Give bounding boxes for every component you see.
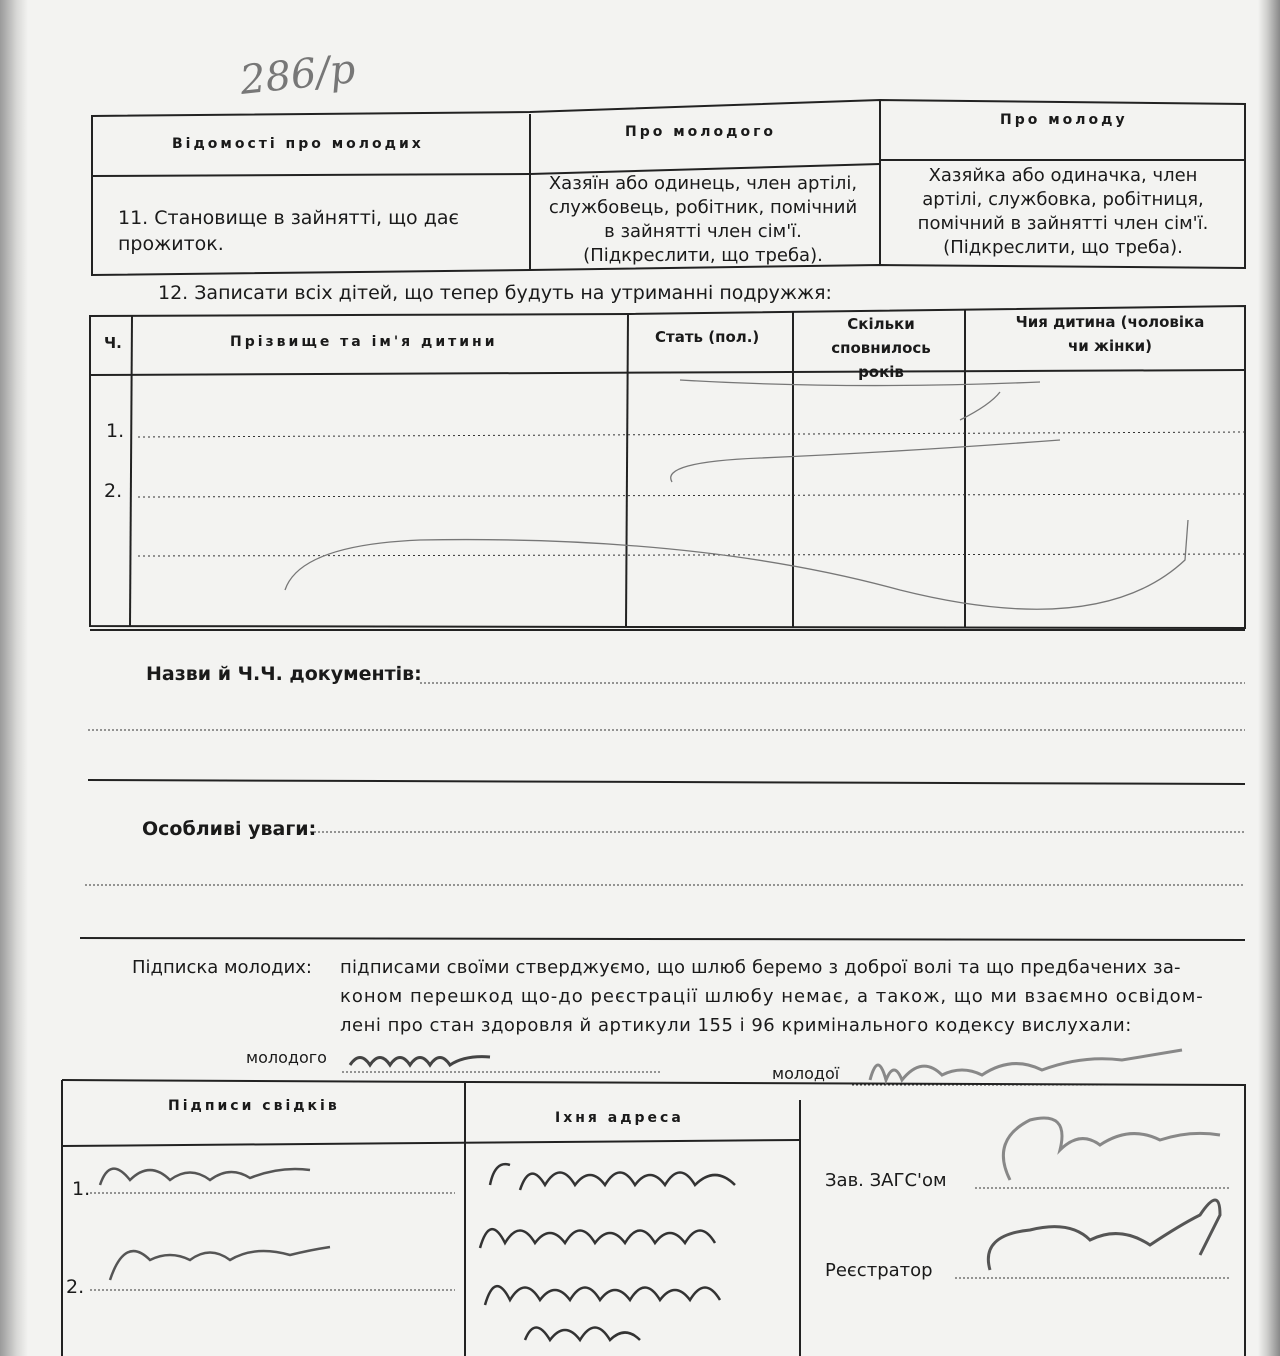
child-row-1-number: 1. [106,420,125,442]
col-child-name: Прізвище та ім'я дитини [230,334,498,350]
oath-text-line1: підписами своїми стверджуємо, що шлюб беремо з доброї волі та що предбачених за- [340,957,1181,978]
registrar-label: Реєстратор [825,1260,933,1281]
header-info-about-couple: Відомості про молодих [172,136,424,152]
archive-number: 286/р [237,46,358,104]
oath-text-line2: коном перешкод що-до реєстрації шлюбу немає, а також, що ми взаємно освідом- [340,986,1204,1007]
col-sex: Стать (пол.) [655,328,760,346]
registry-head-label: Зав. ЗАГС'ом [825,1170,947,1191]
documents-label: Назви й Ч.Ч. документів: [146,663,422,685]
row-11-groom: Хазяїн або одинець, член артілі, службовець, робітник, помічний в зайнятті член сім'ї. (Підкреслити, що треба). [548,173,858,266]
witness-row-1-number: 1. [72,1178,91,1200]
row-11-label: 11. Становище в зайнятті, що дає прожиток. [118,207,459,255]
header-about-bride: Про молоду [1000,112,1128,128]
row-11-bride: Хазяйка або одиначка, член артілі, службовка, робітниця, помічний в зайнятті член сім'ї. (Підкреслити, що треба). [917,165,1209,258]
child-row-2-number: 2. [104,480,123,502]
oath-text-line3: лені про стан здоровля й артикули 155 і 96 кримінального кодексу вислухали: [340,1015,1132,1036]
section-12-title: 12. Записати всіх дітей, що тепер будуть на утриманні подружжя: [158,282,832,304]
header-witness-signatures: Підписи свідків [168,1098,340,1114]
oath-label: Підписка молодих: [132,957,312,978]
remarks-label: Особливі уваги: [142,818,317,840]
bride-signature-label: молодої [772,1064,840,1083]
groom-signature-label: молодого [246,1048,327,1067]
witness-row-2-number: 2. [66,1276,85,1298]
col-age: Скільки сповнилось років [831,315,931,381]
header-about-groom: Про молодого [625,124,777,140]
col-whose-child: Чия дитина (чоловіка чи жінки) [1015,313,1205,355]
col-number: Ч. [104,334,122,352]
header-witness-address: Іхня адреса [555,1110,684,1126]
